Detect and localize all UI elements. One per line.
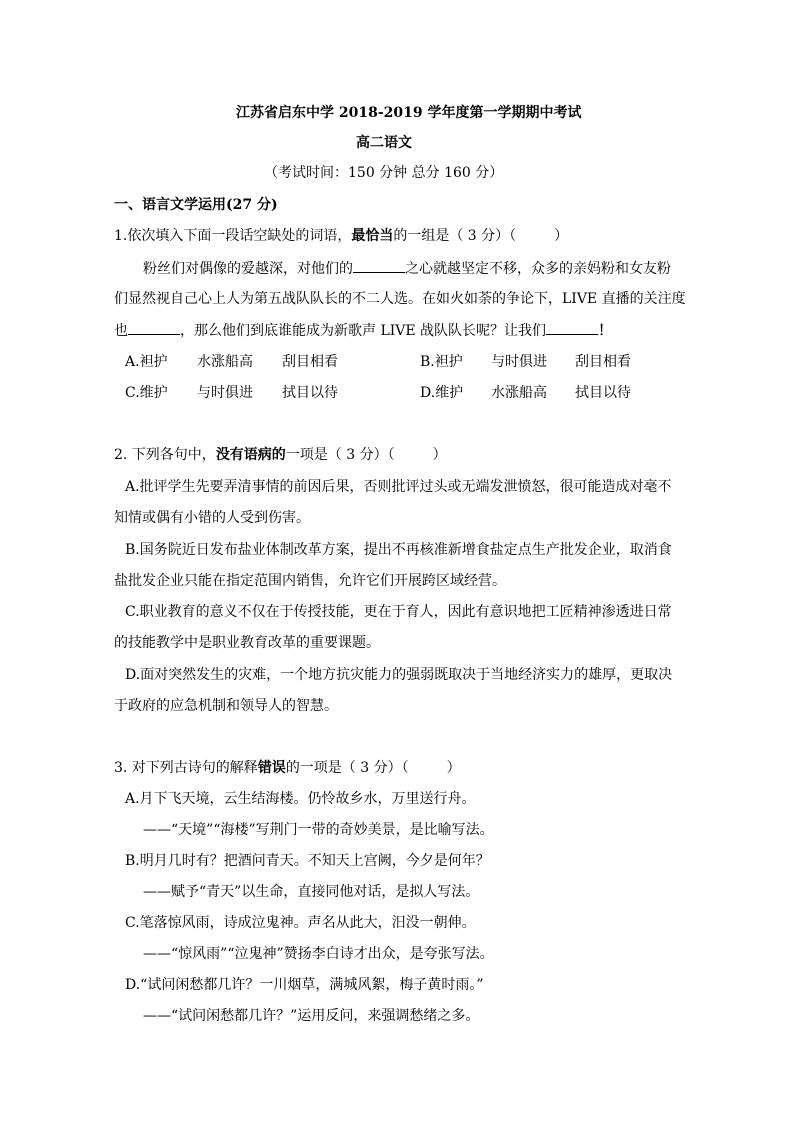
q1-option-c-word3: 拭目以待 bbox=[282, 385, 338, 401]
q1-stem-text: 1.依次填入下面一段话空缺处的词语， bbox=[114, 228, 352, 244]
q3-option-d-note: ——“试问闲愁都几许？”运用反问，来强调愁绪之多。 bbox=[143, 1008, 480, 1024]
q3-stem-bold: 错误 bbox=[257, 760, 286, 776]
option-label: B. bbox=[420, 354, 435, 370]
exam-title: 江苏省启东中学 2018-2019 学年度第一学期期中考试 bbox=[236, 105, 582, 121]
q2-option-c-line-2: 的技能教学中是职业教育改革的重要课题。 bbox=[114, 635, 380, 651]
q1-paragraph-line-2: 们显然视自己心上人为第五战队队长的不二人选。在如火如荼的争论下，LIVE 直播的关注度 bbox=[114, 291, 686, 307]
q1-option-c[interactable] bbox=[125, 383, 168, 403]
q1-option-b-word3: 刮目相看 bbox=[575, 354, 631, 370]
option-label: D. bbox=[420, 385, 436, 401]
q1-option-a-word2: 水涨船高 bbox=[197, 354, 253, 370]
q3-option-b-note: ——赋予“青天”以生命，直接同他对话，是拟人写法。 bbox=[143, 884, 480, 900]
q1-option-d[interactable] bbox=[420, 383, 463, 403]
q2-option-a-line-2: 知情或偶有小错的人受到伤害。 bbox=[114, 510, 310, 526]
q1-stem bbox=[114, 226, 568, 246]
q3-option-d-poem[interactable]: D.“试问闲愁都几许？一川烟草，满城风絮，梅子黄时雨。” bbox=[125, 977, 484, 993]
q2-stem-text: 2. 下列各句中， bbox=[114, 447, 216, 463]
q2-stem-close: ） bbox=[432, 447, 447, 463]
q1-option-a-word3: 刮目相看 bbox=[282, 354, 338, 370]
option-label: C. bbox=[125, 385, 140, 401]
subject-title: 高二语文 bbox=[356, 135, 412, 151]
q2-option-c-line-1[interactable]: C.职业教育的意义不仅在于传授技能，更在于育人，因此有意识地把工匠精神渗透进日常 bbox=[125, 604, 672, 620]
q1-text: ！ bbox=[598, 323, 613, 339]
q1-paragraph-line-3 bbox=[114, 320, 612, 340]
q1-option-a[interactable] bbox=[125, 352, 168, 372]
q2-stem-bold: 没有语病的 bbox=[215, 447, 286, 463]
q2-option-a-line-1[interactable]: A.批评学生先要弄清事情的前因后果，否则批评过头或无端发泄愤怒，很可能造成对毫不 bbox=[125, 479, 672, 495]
option-word: 袒护 bbox=[434, 354, 463, 370]
q3-option-c-poem[interactable]: C.笔落惊风雨，诗成泣鬼神。声名从此大，汨没一朝伸。 bbox=[125, 915, 476, 931]
q1-option-c-word2: 与时俱进 bbox=[197, 385, 253, 401]
q3-option-c-note: ——“惊风雨”“泣鬼神”赞扬李白诗才出众，是夸张写法。 bbox=[143, 946, 494, 962]
q1-text: 之心就越坚定不移，众多的亲妈粉和女友粉 bbox=[405, 261, 671, 277]
q3-stem bbox=[114, 758, 461, 778]
option-label: A. bbox=[125, 354, 140, 370]
q2-option-d-line-2: 于政府的应急机制和领导人的智慧。 bbox=[114, 698, 338, 714]
q2-stem-text-2: 一项是（ 3 分）（ bbox=[285, 447, 395, 463]
q3-option-a-poem[interactable]: A.月下飞天境，云生结海楼。仍怜故乡水，万里送行舟。 bbox=[125, 791, 476, 807]
q1-option-b[interactable] bbox=[420, 352, 463, 372]
fill-blank-1[interactable] bbox=[353, 258, 405, 273]
q1-paragraph-line-1 bbox=[143, 258, 671, 278]
q3-option-b-poem[interactable]: B.明月几时有？把酒问青天。不知天上宫阙，今夕是何年？ bbox=[125, 853, 490, 869]
q3-stem-text: 3. 对下列古诗句的解释 bbox=[114, 760, 258, 776]
q3-stem-close: ） bbox=[446, 760, 461, 776]
q2-option-d-line-1[interactable]: D.面对突然发生的灾难，一个地方抗灾能力的强弱既取决于当地经济实力的雄厚，更取决 bbox=[125, 667, 673, 683]
q1-option-b-word2: 与时俱进 bbox=[491, 354, 547, 370]
q1-stem-text-2: 的一组是（ 3 分）（ bbox=[393, 228, 517, 244]
q2-option-b-line-2: 盐批发企业只能在指定范围内销售，允许它们开展跨区域经营。 bbox=[114, 573, 506, 589]
section-heading: 一、语言文学运用(27 分) bbox=[114, 197, 278, 213]
option-word: 维护 bbox=[139, 385, 168, 401]
q3-stem-text-2: 的一项是（ 3 分）（ bbox=[285, 760, 409, 776]
q1-stem-close: ） bbox=[554, 228, 569, 244]
option-word: 维护 bbox=[435, 385, 464, 401]
option-word: 袒护 bbox=[139, 354, 168, 370]
fill-blank-2[interactable] bbox=[128, 320, 180, 335]
q1-text: 粉丝们对偶像的爱越深，对他们的 bbox=[143, 261, 353, 277]
q1-option-d-word3: 拭目以待 bbox=[575, 385, 631, 401]
q1-stem-bold: 最恰当 bbox=[351, 228, 394, 244]
exam-info: （考试时间：150 分钟 总分 160 分） bbox=[264, 165, 504, 181]
q2-option-b-line-1[interactable]: B.国务院近日发布盐业体制改革方案，提出不再核准新增食盐定点生产批发企业，取消食 bbox=[125, 542, 672, 558]
q2-stem bbox=[114, 445, 447, 465]
q3-option-a-note: ——“天境”“海楼”写荆门一带的奇妙美景，是比喻写法。 bbox=[143, 822, 494, 838]
q1-text: 也 bbox=[114, 323, 128, 339]
fill-blank-3[interactable] bbox=[546, 320, 598, 335]
q1-text: ，那么他们到底谁能成为新歌声 LIVE 战队队长呢？让我们 bbox=[180, 323, 547, 339]
q1-option-d-word2: 水涨船高 bbox=[491, 385, 547, 401]
